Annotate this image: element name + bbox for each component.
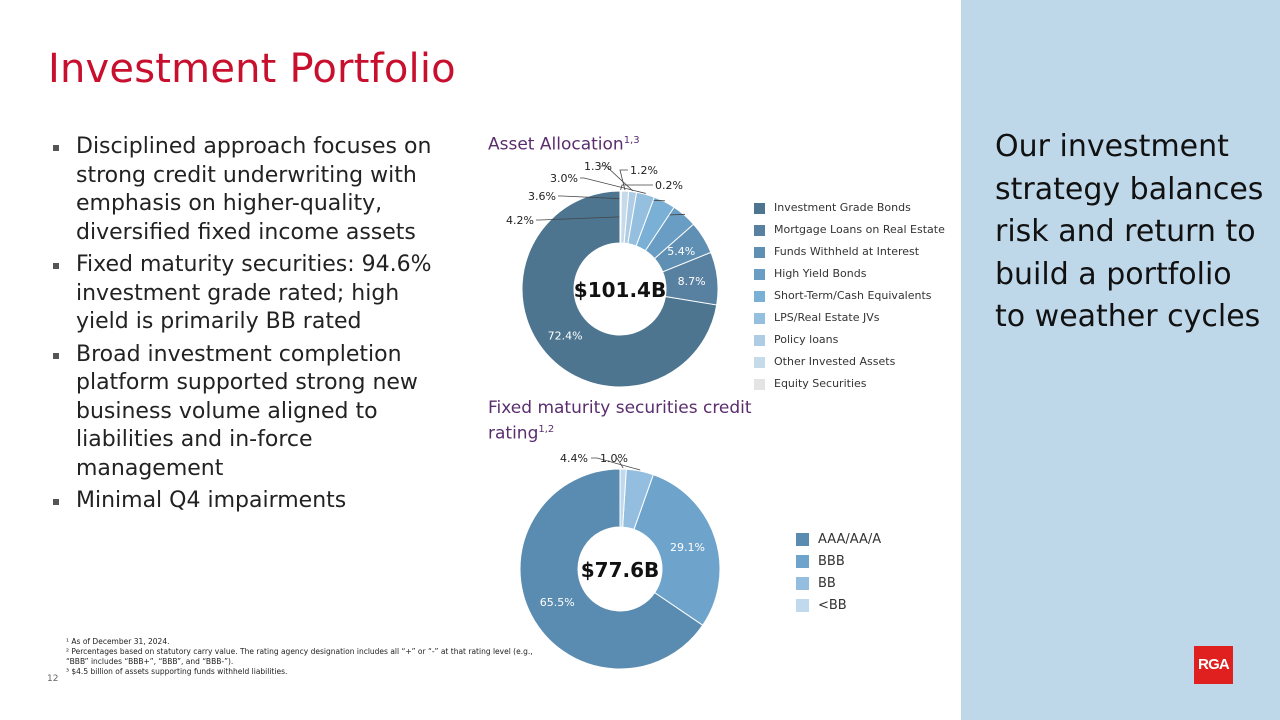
legend-item	[754, 197, 945, 219]
legend-item	[754, 351, 945, 373]
legend-item	[754, 219, 945, 241]
footnote: ² Percentages based on statutory carry value. The rating agency designation includes all “+” or “-” at that rating level (e.g., “BBB” includes “BBB+”, “BBB”, and “BBB-”).	[66, 647, 533, 666]
legend-label: <BB	[818, 597, 847, 613]
legend-label: BB	[818, 575, 836, 591]
legend-label: Policy loans	[774, 333, 839, 346]
slice-value-label: 1.3%	[584, 160, 612, 173]
donut-center-total: $101.4B	[573, 278, 667, 302]
donut-center-total: $77.6B	[580, 558, 660, 582]
legend-label: Short-Term/Cash Equivalents	[774, 289, 932, 302]
bullet-item: Fixed maturity securities: 94.6% investment grade rated; high yield is primarily BB rated	[52, 251, 442, 337]
legend-item	[754, 329, 945, 351]
footnotes	[66, 637, 536, 677]
bullet-list	[52, 133, 442, 520]
slice-value-label: 4.2%	[506, 214, 534, 227]
legend-swatch	[754, 379, 765, 390]
legend-item	[796, 528, 881, 550]
asset-allocation-title-text: Asset Allocation	[488, 134, 624, 155]
credit-rating-title-footnote: 1,2	[538, 424, 555, 435]
leader-line	[621, 185, 653, 190]
asset-allocation-title-footnote: 1,3	[623, 135, 640, 146]
right-panel	[961, 0, 1280, 720]
legend-item	[754, 373, 945, 395]
slice-value-label: 29.1%	[669, 540, 705, 554]
asset-allocation-legend	[754, 197, 945, 395]
asset-allocation-donut-chart	[480, 150, 750, 395]
slice-value-label: 0.2%	[655, 179, 683, 192]
legend-item	[754, 241, 945, 263]
legend-swatch	[796, 577, 809, 590]
legend-label: Other Invested Assets	[774, 355, 896, 368]
legend-swatch	[754, 225, 765, 236]
slice-value-label: 3.0%	[550, 172, 578, 185]
legend-label: AAA/AA/A	[818, 531, 882, 547]
legend-swatch	[754, 335, 765, 346]
legend-item	[796, 572, 881, 594]
slice-value-label: 72.4%	[547, 329, 583, 343]
credit-rating-title-text: Fixed maturity securities credit rating	[488, 398, 752, 444]
slice-value-label: 1.2%	[630, 164, 658, 177]
legend-label: Funds Withheld at Interest	[774, 245, 920, 258]
slice-value-label: 1.0%	[600, 452, 628, 465]
legend-swatch	[754, 313, 765, 324]
panel-statement: Our investment strategy balances risk and return to build a portfolio to weather cycles	[995, 129, 1264, 334]
bullet-item: Minimal Q4 impairments	[52, 487, 442, 516]
slice-value-label: 65.5%	[539, 596, 575, 610]
legend-swatch	[796, 599, 809, 612]
legend-label: LPS/Real Estate JVs	[774, 311, 880, 324]
slice-value-label: 4.4%	[560, 452, 588, 465]
footnote: ³ $4.5 billion of assets supporting funds withheld liabilities.	[66, 667, 288, 676]
legend-item	[796, 550, 881, 572]
legend-item	[754, 263, 945, 285]
legend-swatch	[796, 555, 809, 568]
credit-rating-legend	[796, 528, 881, 616]
slice-value-label: 5.4%	[667, 245, 696, 259]
slide-title: Investment Portfolio	[48, 46, 456, 92]
footnote: ¹ As of December 31, 2024.	[66, 637, 170, 646]
page-number: 12	[47, 674, 59, 684]
legend-label: Investment Grade Bonds	[774, 201, 911, 214]
rga-logo: RGA	[1194, 646, 1233, 684]
legend-label: BBB	[818, 553, 845, 569]
legend-item	[754, 285, 945, 307]
legend-label: High Yield Bonds	[774, 267, 867, 280]
legend-swatch	[754, 247, 765, 258]
legend-swatch	[796, 533, 809, 546]
bullet-item: Broad investment completion platform supported strong new business volume aligned to liabilities and in-force management	[52, 341, 442, 484]
legend-swatch	[754, 203, 765, 214]
donut-slice	[620, 191, 621, 243]
legend-swatch	[754, 291, 765, 302]
bullet-item: Disciplined approach focuses on strong credit underwriting with emphasis on higher-quality, diversified fixed income assets	[52, 133, 442, 247]
legend-swatch	[754, 269, 765, 280]
legend-label: Mortgage Loans on Real Estate	[774, 223, 945, 236]
legend-item	[796, 594, 881, 616]
slice-value-label: 8.7%	[677, 275, 706, 289]
slice-value-label: 3.6%	[528, 190, 556, 203]
legend-label: Equity Securities	[774, 377, 867, 390]
legend-item	[754, 307, 945, 329]
legend-swatch	[754, 357, 765, 368]
